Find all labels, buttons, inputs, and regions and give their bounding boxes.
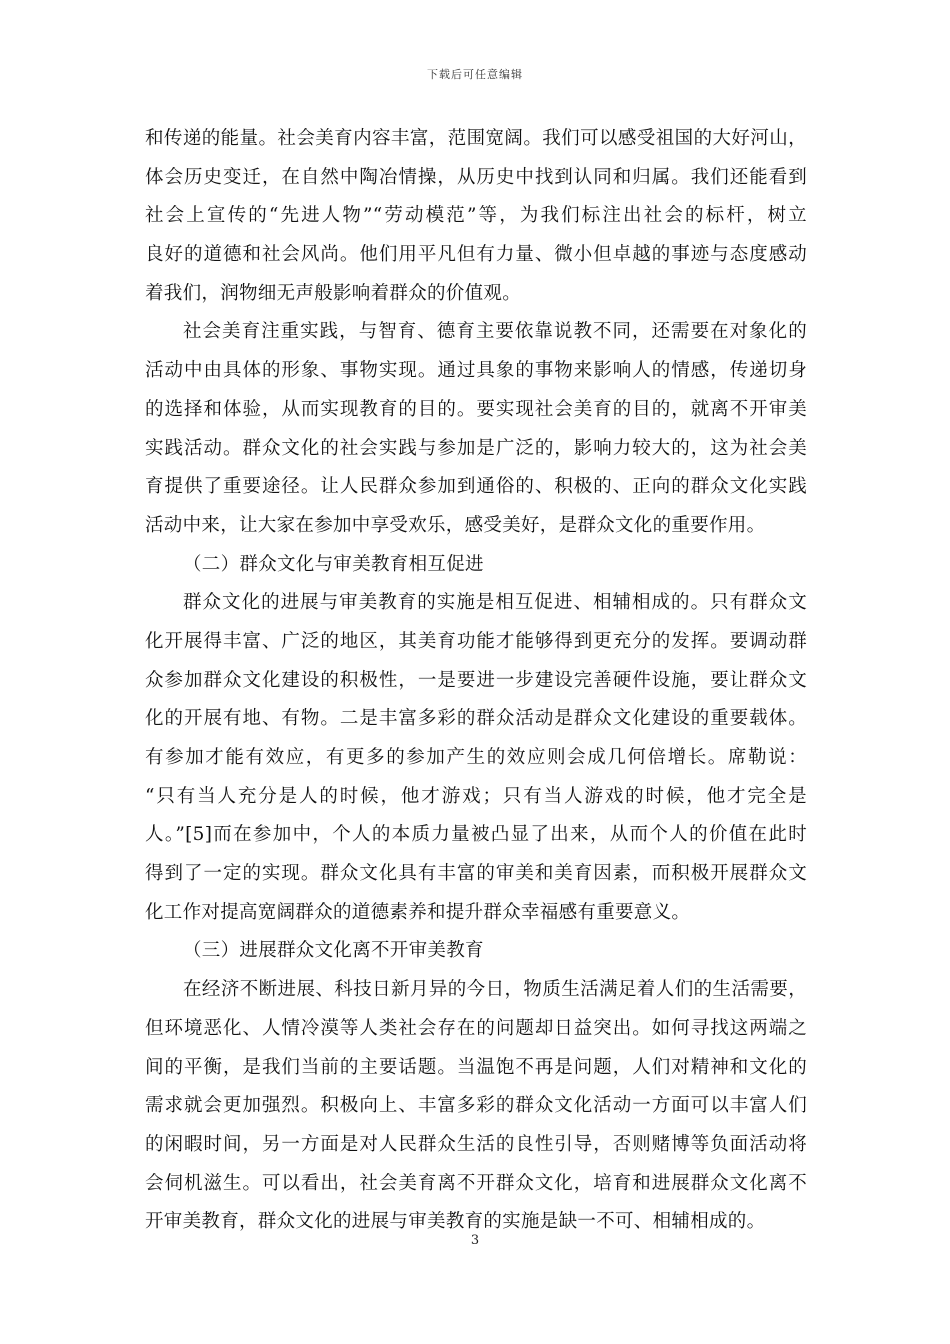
text-line: 社会上宣传的“先进人物”“劳动模范”等，为我们标注出社会的标杆，树立 — [145, 205, 807, 227]
text-line: 人。”[5]而在参加中，个人的本质力量被凸显了出来，从而个人的价值在此时 — [145, 824, 807, 846]
text-line: 在经济不断进展、科技日新月异的今日，物质生活满足着人们的生活需要， — [183, 979, 807, 1001]
page-header: 下载后可任意编辑 — [427, 68, 523, 81]
body-text — [145, 120, 807, 1242]
text-line: 体会历史变迁，在自然中陶冶情操，从历史中找到认同和归属。我们还能看到 — [145, 166, 807, 188]
text-line: 需求就会更加强烈。积极向上、丰富多彩的群众文化活动一方面可以丰富人们 — [145, 1095, 807, 1117]
text-line: 会伺机滋生。可以看出，社会美育离不开群众文化，培育和进展群众文化离不 — [145, 1172, 807, 1194]
text-line: 实践活动。群众文化的社会实践与参加是广泛的，影响力较大的，这为社会美 — [145, 437, 807, 459]
page-number: 3 — [470, 1233, 480, 1248]
text-line: 得到了一定的实现。群众文化具有丰富的审美和美育因素，而积极开展群众文 — [145, 863, 807, 885]
text-line: 化工作对提高宽阔群众的道德素养和提升群众幸福感有重要意义。 — [145, 901, 691, 923]
text-line: 间的平衡，是我们当前的主要话题。当温饱不再是问题，人们对精神和文化的 — [145, 1056, 807, 1078]
text-line: 群众文化的进展与审美教育的实施是相互促进、相辅相成的。只有群众文 — [183, 592, 807, 614]
text-line: 化开展得丰富、广泛的地区，其美育功能才能够得到更充分的发挥。要调动群 — [145, 630, 807, 652]
text-line: 育提供了重要途径。让人民群众参加到通俗的、积极的、正向的群众文化实践 — [145, 476, 807, 498]
text-line: 的选择和体验，从而实现教育的目的。要实现社会美育的目的，就离不开审美 — [145, 398, 807, 420]
text-line: 众参加群众文化建设的积极性，一是要进一步建设完善硬件设施，要让群众文 — [145, 669, 807, 691]
text-line: 化的开展有地、有物。二是丰富多彩的群众活动是群众文化建设的重要载体。 — [145, 708, 807, 730]
text-line: 的闲暇时间，另一方面是对人民群众生活的良性引导，否则赌博等负面活动将 — [145, 1133, 807, 1155]
text-line: 着我们，润物细无声般影响着群众的价值观。 — [145, 282, 522, 304]
section-heading: （三）进展群众文化离不开审美教育 — [183, 940, 484, 962]
text-line: 活动中由具体的形象、事物实现。通过具象的事物来影响人的情感，传递切身 — [145, 360, 807, 382]
text-line: 和传递的能量。社会美育内容丰富，范围宽阔。我们可以感受祖国的大好河山， — [145, 128, 807, 149]
text-line: “只有当人充分是人的时候，他才游戏；只有当人游戏的时候，他才完全是 — [145, 785, 807, 807]
text-line: 良好的道德和社会风尚。他们用平凡但有力量、微小但卓越的事迹与态度感动 — [145, 244, 807, 266]
section-heading: （二）群众文化与审美教育相互促进 — [183, 553, 484, 575]
text-line: 活动中来，让大家在参加中享受欢乐，感受美好，是群众文化的重要作用。 — [145, 514, 766, 536]
text-line: 社会美育注重实践，与智育、德育主要依靠说教不同，还需要在对象化的 — [183, 321, 807, 343]
text-line: 有参加才能有效应，有更多的参加产生的效应则会成几何倍增长。席勒说： — [145, 747, 807, 768]
text-line: 但环境恶化、人情冷漠等人类社会存在的问题却日益突出。如何寻找这两端之 — [145, 1017, 807, 1039]
text-line: 开审美教育，群众文化的进展与审美教育的实施是缺一不可、相辅相成的。 — [145, 1211, 766, 1233]
